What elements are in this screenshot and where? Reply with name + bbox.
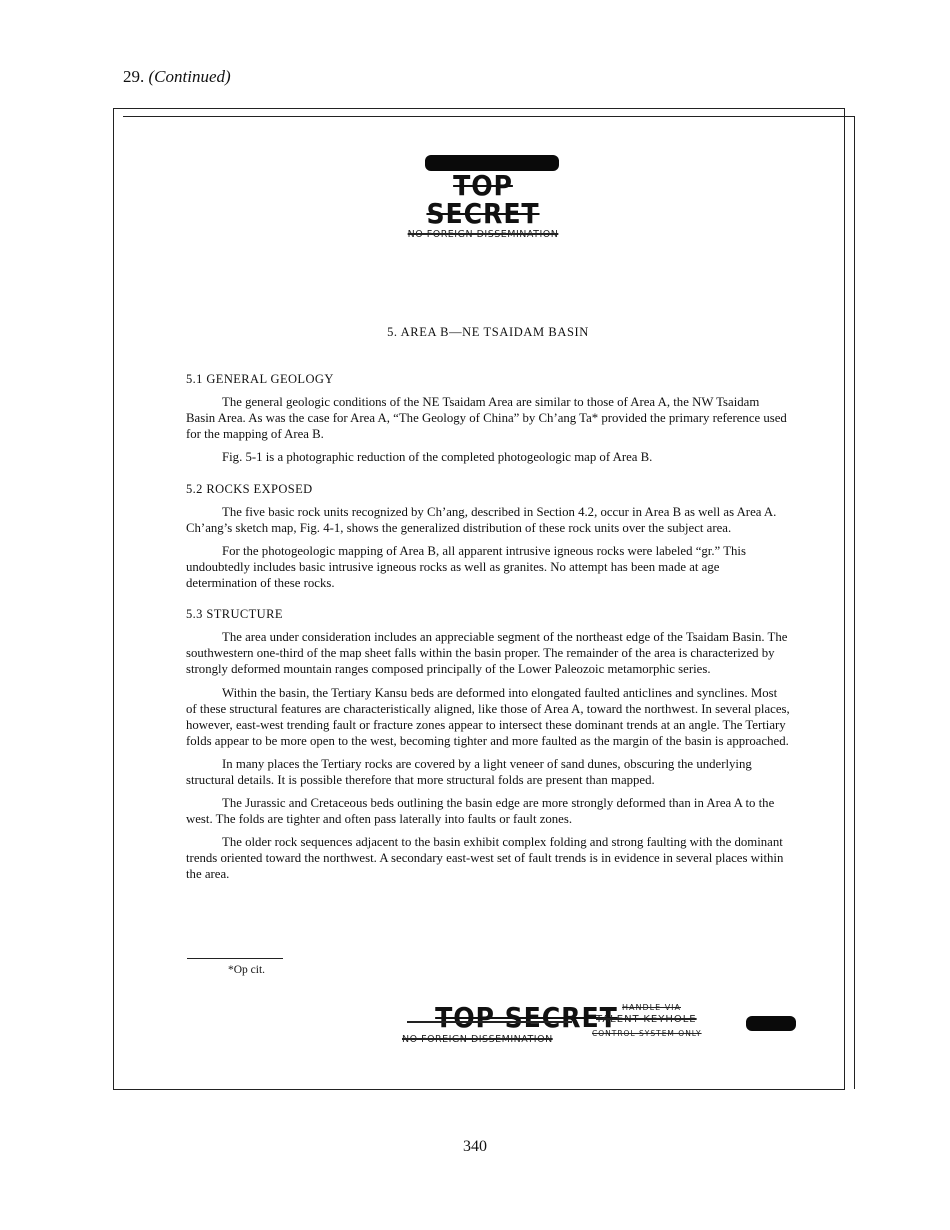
no-foreign-dissem-marking: NO FOREIGN DISSEMINATION [407, 229, 559, 240]
strike-rule-left [407, 1021, 572, 1023]
top-secret-marking-bottom: TOP SECRET [435, 1001, 618, 1034]
page-number: 340 [463, 1138, 487, 1155]
subsection-general-geology [186, 371, 790, 465]
paragraph: The older rock sequences adjacent to the basin exhibit complex folding and strong faulting with the dominant trends oriented toward the northwest. A secondary east-west set of fault trends is in evidence in several places within the area. [186, 835, 784, 882]
no-foreign-dissem-marking-bottom: NO FOREIGN DISSEMINATION [402, 1034, 553, 1045]
paragraph: Within the basin, the Tertiary Kansu beds are deformed into elongated faulted anticlines and synclines. Most of these structural features are characteristically aligned, like those of Area A, toward the northwest. In several places, however, east-west trending fault or fracture zones appear to intersect these dominant trends at an angle. The Tertiary folds appear to be more open to the west, becoming tighter and more faulted as the margin of the basin is approached. [186, 685, 790, 748]
footnote-rule [187, 958, 283, 959]
paragraph: The Jurassic and Cretaceous beds outlining the basin edge are more strongly deformed than in Area A to the west. The folds are tighter and often pass laterally into faults or fault zones. [186, 796, 775, 827]
paragraph: The area under consideration includes an appreciable segment of the northeast edge of the Tsaidam Basin. The southwestern one-third of the map sheet falls within the basin proper. The remainder of the area is characterized by strongly deformed mountain ranges composed principally of the Lower Paleozoic metamorphic series. [186, 630, 788, 677]
document-body [186, 324, 790, 890]
paragraph: The five basic rock units recognized by Ch’ang, described in Section 4.2, occur in Area B as well as Area A. Ch’ang’s sketch map, Fig. 4-1, shows the generalized distribution of these rock units over the subject area. [186, 504, 777, 535]
header-number: 29. [123, 67, 145, 86]
paragraph: Fig. 5-1 is a photographic reduction of the completed photogeologic map of Area B. [222, 450, 653, 465]
paragraph: For the photogeologic mapping of Area B, all apparent intrusive igneous rocks were labeled “gr.” This undoubtedly includes basic intrusive igneous rocks as well as granites. No attempt has been made at age determination of these rocks. [186, 543, 746, 591]
frame-right-edge [854, 116, 855, 1089]
control-handling-stamp [592, 1003, 752, 1038]
subsection-heading: 5.3 STRUCTURE [186, 607, 283, 622]
subsection-rocks-exposed [186, 481, 790, 592]
talent-keyhole-marking: TALENT-KEYHOLE [596, 1014, 697, 1025]
frame-top-edge [123, 116, 855, 117]
top-secret-marking: TOP SECRET [426, 169, 540, 230]
page-header [123, 67, 231, 87]
subsection-heading: 5.2 ROCKS EXPOSED [186, 481, 313, 496]
section-title: 5. AREA B—NE TSAIDAM BASIN [387, 325, 589, 339]
handle-via-marking: HANDLE VIA [622, 1003, 681, 1012]
paragraph: In many places the Tertiary rocks are covered by a light veneer of sand dunes, obscuring the underlying structural details. It is possible therefore that more structural folds are present than mapped. [186, 756, 752, 787]
paragraph: The general geologic conditions of the NE Tsaidam Area are similar to those of Area A, the NW Tsaidam Basin Area. As was the case for Area A, “The Geology of China” by Ch’ang Ta* provided the primary reference used for the mapping of Area B. [186, 395, 787, 442]
subsection-heading: 5.1 GENERAL GEOLOGY [186, 372, 334, 387]
classification-stamp-top [393, 152, 573, 240]
header-continued: (Continued) [148, 67, 231, 86]
redaction-bar-bottom [746, 1016, 796, 1031]
footnote: *Op cit. [228, 964, 266, 976]
subsection-structure [186, 606, 790, 882]
control-system-marking: CONTROL SYSTEM ONLY [592, 1029, 702, 1038]
